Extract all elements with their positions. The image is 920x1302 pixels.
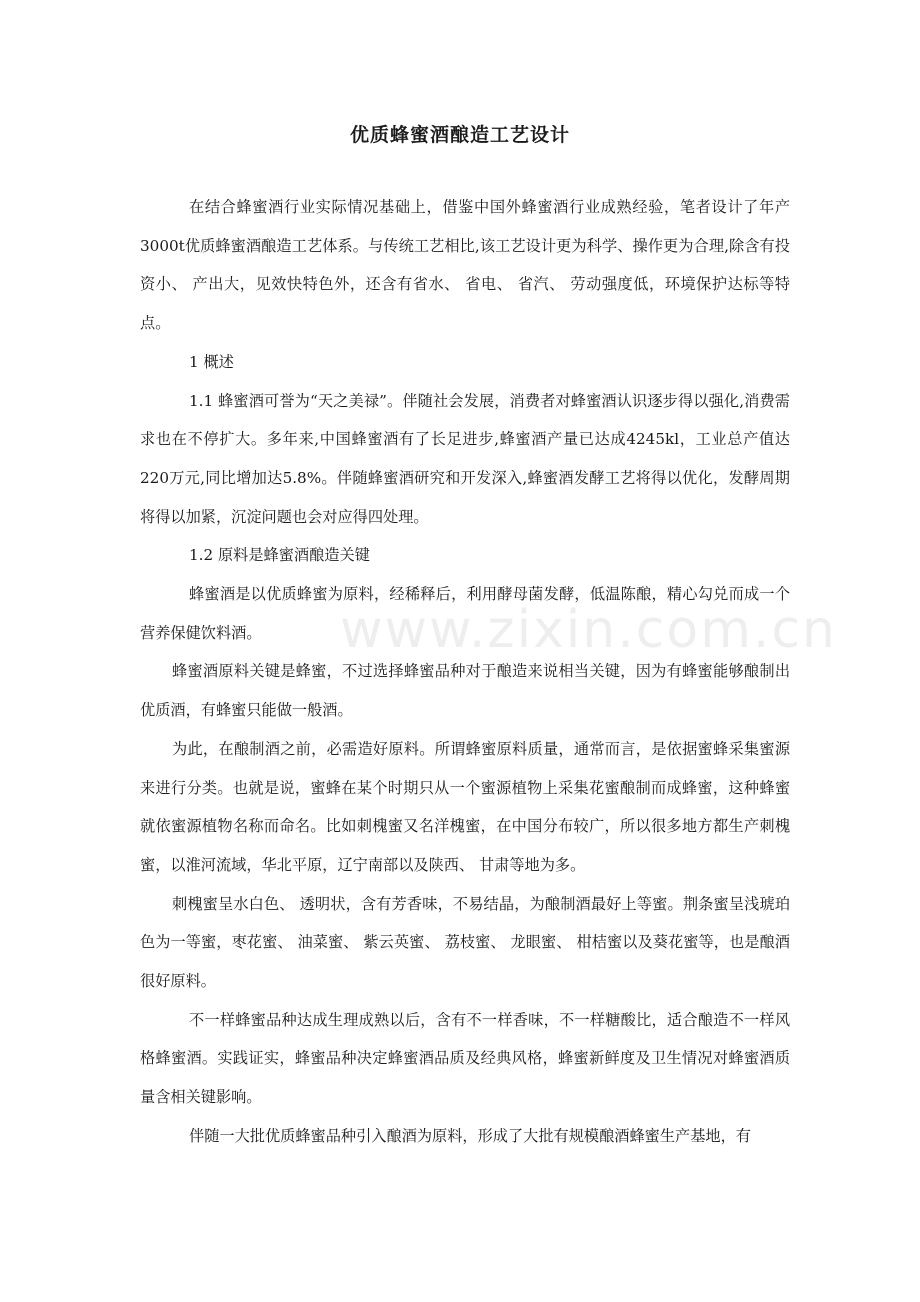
document-title: 优质蜂蜜酒酿造工艺设计 — [349, 124, 570, 146]
document-body — [140, 188, 790, 1156]
paragraph-production-base: 伴随一大批优质蜂蜜品种引入酿酒为原料，形成了大批有规模酿酒蜂蜜生产基地，有 — [189, 1126, 751, 1145]
watermark: www.zixin.com.cn — [340, 600, 837, 660]
paragraph-honey-classification: 为此，在酿制酒之前，必需造好原料。所谓蜂蜜原料质量，通常而言，是依据蜜蜂采集蜜源来进行分类。也就是说，蜜蜂在某个时期只从一个蜜源植物上采集花蜜酿制而成蜂蜜，这种蜂蜜就依蜜源植物名称而命名。比如刺槐蜜又名洋槐蜜，在中国分布较广，所以很多地方都生产刺槐蜜，以淮河流域，华北平原，辽宁南部以及陕西、 甘肃等地为多。 — [140, 739, 790, 874]
heading-1-2: 1.2 原料是蜂蜜酒酿造关键 — [189, 546, 370, 565]
paragraph-intro: 在结合蜂蜜酒行业实际情况基础上，借鉴中国外蜂蜜酒行业成熟经验，笔者设计了年产3000t优质蜂蜜酒酿造工艺体系。与传统工艺相比,该工艺设计更为科学、操作更为合理,除含有投资小、 产出大，见效快特色外，还含有省水、 省电、 省汽、 劳动强度低，环境保护达标等特点。 — [140, 198, 790, 333]
paragraph-honey-varieties: 不一样蜂蜜品种达成生理成熟以后，含有不一样香味，不一样糖酸比，适合酿造不一样风格蜂蜜酒。实践证实，蜂蜜品种决定蜂蜜酒品质及经典风格，蜂蜜新鲜度及卫生情况对蜂蜜酒质量含相关键影响。 — [140, 1010, 790, 1107]
paragraph-1-1: 1.1 蜂蜜酒可誉为“天之美禄”。伴随社会发展，消费者对蜂蜜酒认识逐步得以强化,消费需求也在不停扩大。多年来,中国蜂蜜酒有了长足进步,蜂蜜酒产量已达成4245kl，工业总产值达220万元,同比增加达5.8%。伴随蜂蜜酒研究和开发深入,蜂蜜酒发酵工艺将得以优化，发酵周期将得以加紧，沉淀问题也会对应得四处理。 — [140, 391, 790, 526]
paragraph-honey-grades: 刺槐蜜呈水白色、 透明状，含有芳香味，不易结晶，为酿制酒最好上等蜜。荆条蜜呈浅琥珀色为一等蜜，枣花蜜、 油菜蜜、 紫云英蜜、 荔枝蜜、 龙眼蜜、 柑桔蜜以及葵花蜜等，也是酿酒很好原料。 — [140, 894, 790, 991]
heading-overview: 1 概述 — [189, 352, 234, 371]
paragraph-definition: 蜂蜜酒是以优质蜂蜜为原料，经稀释后，利用酵母菌发酵，低温陈酿，精心勾兑而成一个营养保健饮料酒。 — [140, 585, 790, 642]
paragraph-raw-material: 蜂蜜酒原料关键是蜂蜜，不过选择蜂蜜品种对于酿造来说相当关键，因为有蜂蜜能够酿制出优质酒，有蜂蜜只能做一般酒。 — [140, 662, 790, 720]
